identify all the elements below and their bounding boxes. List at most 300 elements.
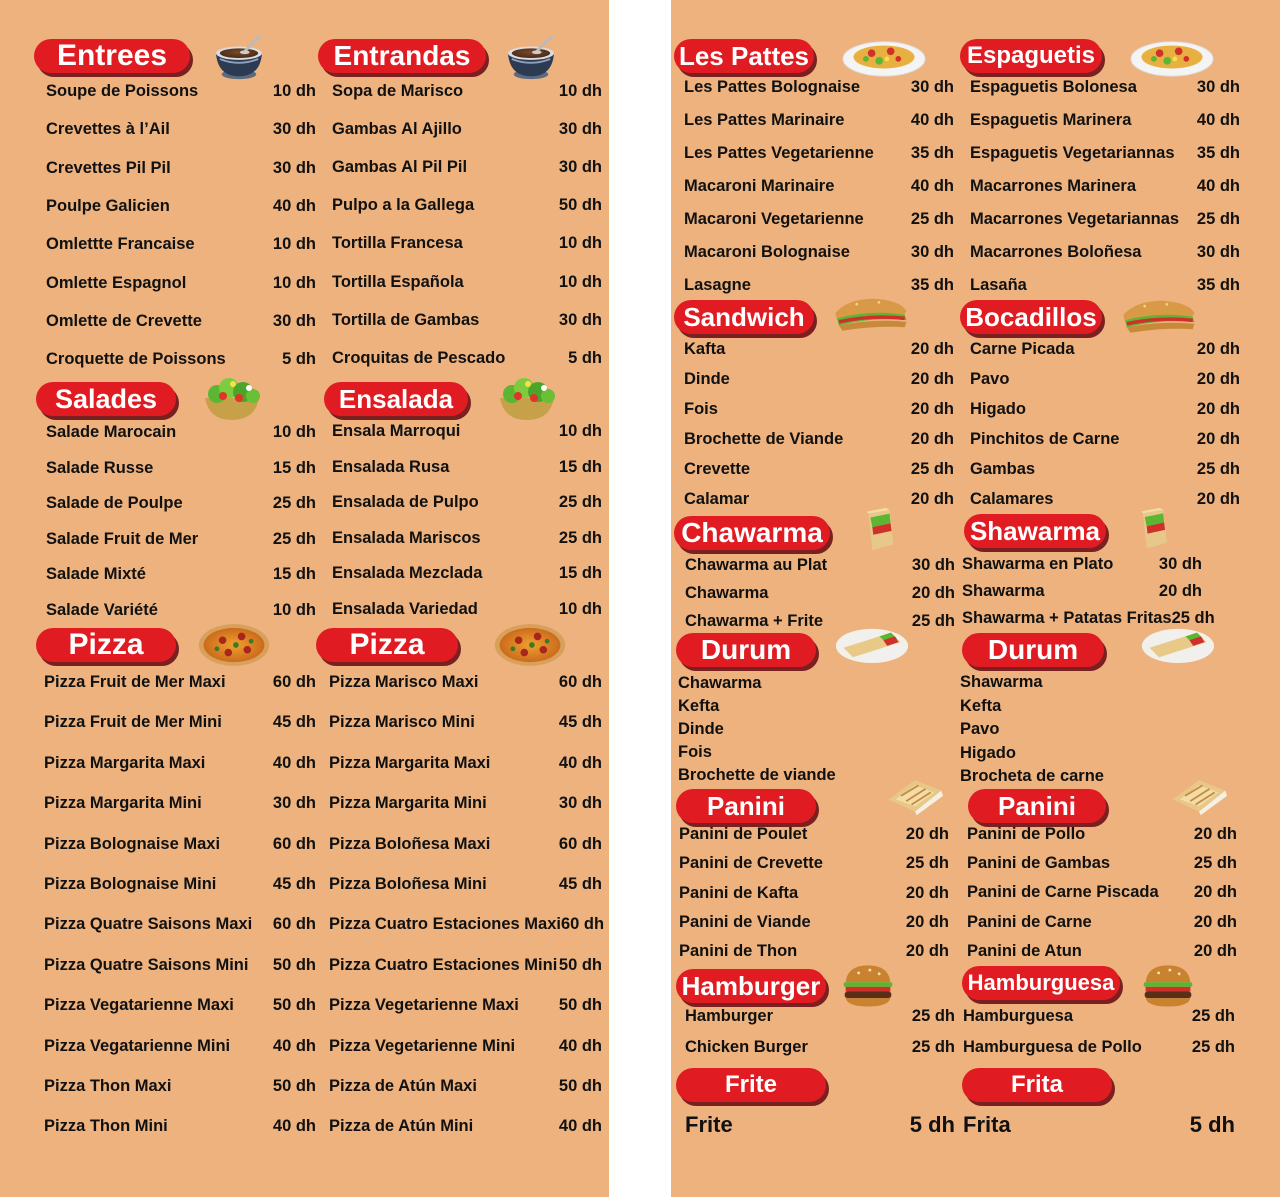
menu-item <box>46 563 316 585</box>
menu-item-price: 10 dh <box>272 234 316 253</box>
sandwich-icon <box>830 290 910 336</box>
menu-item-price: 40 dh <box>272 196 316 215</box>
menu-item-price: 10 dh <box>272 600 316 619</box>
menu-item-name: Panini de Carne Piscada <box>967 882 1159 901</box>
menu-item-name: Espaguetis Marinera <box>970 110 1132 129</box>
menu-item-name: Salade Mixté <box>46 564 146 583</box>
pizza-icon <box>492 620 568 670</box>
soup-bowl-icon <box>210 34 268 82</box>
menu-item <box>46 599 316 621</box>
menu-item-price: 20 dh <box>1196 399 1240 418</box>
menu-item-name: Dinde <box>678 719 724 738</box>
menu-item-name: Macaroni Bolognaise <box>684 242 850 261</box>
menu-item-price: 40 dh <box>910 176 954 195</box>
menu-item-price: 20 dh <box>910 429 954 448</box>
menu-item-price: 30 dh <box>272 311 316 330</box>
menu-item-name: Pizza Vegatarienne Mini <box>44 1036 231 1055</box>
menu-item <box>332 598 602 620</box>
menu-item-name: Lasaña <box>970 275 1027 294</box>
menu-item <box>332 456 602 478</box>
menu-item-name: Pizza Bolognaise Mini <box>44 874 217 893</box>
menu-item <box>970 488 1240 510</box>
durum-es-header: Durum <box>962 633 1104 667</box>
menu-item-price: 20 dh <box>1193 882 1237 901</box>
menu-item-price: 50 dh <box>558 1076 602 1095</box>
menu-item-name: Pizza Thon Mini <box>44 1116 168 1135</box>
menu-item-price: 25 dh <box>558 528 602 547</box>
menu-item-name: Les Pattes Marinaire <box>684 110 845 129</box>
menu-item <box>684 76 954 98</box>
pizza-es-header: Pizza <box>316 628 458 662</box>
menu-item <box>44 913 316 935</box>
menu-item-price: 40 dh <box>272 1036 316 1055</box>
menu-item-name: Frita <box>963 1112 1011 1137</box>
menu-item-name: Ensala Marroqui <box>332 421 461 440</box>
menu-item-price: 20 dh <box>1193 912 1237 931</box>
salad-bowl-icon <box>196 374 268 424</box>
menu-item-price: 45 dh <box>272 712 316 731</box>
menu-item-price: 30 dh <box>272 119 316 138</box>
frite-es-header: Frita <box>962 1068 1112 1102</box>
menu-item-name: Panini de Thon <box>679 941 798 960</box>
menu-item-name: Pizza Boloñesa Mini <box>329 874 487 893</box>
menu-item <box>967 823 1237 845</box>
menu-item <box>970 368 1240 390</box>
menu-item-price: 40 dh <box>910 110 954 129</box>
menu-item-name: Shawarma en Plato <box>962 554 1114 573</box>
menu-item-name: Pizza Fruit de Mer Maxi <box>44 672 226 691</box>
menu-item-name: Pizza Vegetarienne Maxi <box>329 995 519 1014</box>
menu-item-name: Pizza Margarita Mini <box>329 793 487 812</box>
menu-item <box>684 142 954 164</box>
menu-item-price: 25 dh <box>272 529 316 548</box>
menu-item-name: Ensalada Mezclada <box>332 563 483 582</box>
menu-item-name: Pavo <box>960 719 1000 738</box>
menu-item-price: 25 dh <box>911 1037 955 1056</box>
menu-item-price: 10 dh <box>558 421 602 440</box>
menu-item-price: 50 dh <box>272 1076 316 1095</box>
soup-bowl-icon <box>502 34 560 82</box>
menu-item <box>967 852 1237 874</box>
menu-item <box>962 580 1202 602</box>
menu-item-price: 25 dh <box>1191 1037 1235 1056</box>
menu-item-price: 40 dh <box>558 1116 602 1135</box>
menu-item-name: Chicken Burger <box>685 1037 808 1056</box>
panini-icon <box>1164 770 1234 820</box>
menu-item-price: 20 dh <box>1193 824 1237 843</box>
menu-item-price: 20 dh <box>910 339 954 358</box>
menu-item-name: Croquette de Poissons <box>46 349 226 368</box>
menu-item-name: Calamares <box>970 489 1054 508</box>
menu-item-name: Dinde <box>684 369 730 388</box>
menu-item-name: Pizza Vegatarienne Maxi <box>44 995 234 1014</box>
pasta-plate-icon <box>840 36 928 78</box>
menu-item <box>329 1035 602 1057</box>
menu-item <box>329 752 602 774</box>
menu-item-price: 60 dh <box>272 914 316 933</box>
menu-item <box>329 1075 602 1097</box>
menu-item-name: Poulpe Galicien <box>46 196 170 215</box>
menu-item-name: Macaroni Marinaire <box>684 176 835 195</box>
menu-item <box>967 881 1237 903</box>
menu-item <box>684 368 954 390</box>
menu-item-name: Macarrones Vegetariannas <box>970 209 1180 228</box>
menu-item-price: 25 dh <box>1191 1006 1235 1025</box>
menu-item <box>960 695 1230 717</box>
menu-item <box>684 458 954 480</box>
menu-item-name: Panini de Poulet <box>679 824 808 843</box>
menu-item-price: 25 dh <box>1196 459 1240 478</box>
menu-item <box>332 156 602 178</box>
menu-item-name: Frite <box>685 1112 733 1137</box>
burger-icon <box>840 960 896 1010</box>
menu-item-price: 10 dh <box>558 599 602 618</box>
menu-item-name: Omlette de Crevette <box>46 311 202 330</box>
menu-item <box>970 76 1240 98</box>
menu-item <box>970 142 1240 164</box>
menu-item <box>970 175 1240 197</box>
menu-item-price: 35 dh <box>910 275 954 294</box>
menu-item-price: 10 dh <box>558 233 602 252</box>
menu-item <box>332 562 602 584</box>
menu-item-name: Brochette de viande <box>678 765 836 784</box>
menu-item-name: Panini de Pollo <box>967 824 1086 843</box>
menu-item <box>44 752 316 774</box>
menu-item <box>46 457 316 479</box>
menu-item-price: 50 dh <box>558 955 602 974</box>
menu-item-price: 30 dh <box>272 158 316 177</box>
menu-item-price: 40 dh <box>272 753 316 772</box>
menu-item-name: Pizza Thon Maxi <box>44 1076 172 1095</box>
menu-item-name: Gambas Al Pil Pil <box>332 157 468 176</box>
menu-item <box>329 792 602 814</box>
menu-item-name: Pizza Boloñesa Maxi <box>329 834 491 853</box>
menu-item-price: 30 dh <box>910 242 954 261</box>
menu-item-price: 35 dh <box>1196 275 1240 294</box>
menu-item <box>967 940 1237 962</box>
menu-item-price: 10 dh <box>272 273 316 292</box>
pasta-es-header: Espaguetis <box>960 39 1102 73</box>
menu-item <box>332 527 602 549</box>
menu-item-name: Higado <box>970 399 1026 418</box>
menu-item <box>678 741 948 763</box>
menu-item-name: Brochette de Viande <box>684 429 844 448</box>
wrap-icon <box>860 506 900 554</box>
menu-item-name: Ensalada Variedad <box>332 599 478 618</box>
sandwich-fr-header: Sandwich <box>674 300 814 334</box>
menu-item-price: 60 dh <box>558 834 602 853</box>
menu-item <box>46 80 316 102</box>
menu-item <box>332 80 602 102</box>
menu-item-price: 10 dh <box>272 422 316 441</box>
menu-item-name: Chawarma <box>678 673 762 692</box>
menu-item-price: 10 dh <box>272 81 316 100</box>
menu-item <box>332 194 602 216</box>
menu-item-name: Les Pattes Bolognaise <box>684 77 861 96</box>
menu-item <box>44 1115 316 1137</box>
menu-item-name: Salade Marocain <box>46 422 177 441</box>
menu-item <box>329 873 602 895</box>
sandwich-es-header: Bocadillos <box>960 300 1102 334</box>
panini-es-header: Panini <box>968 789 1106 823</box>
menu-item <box>44 711 316 733</box>
pasta-fr-header: Les Pattes <box>674 39 814 73</box>
menu-item <box>684 274 954 296</box>
menu-item-price: 45 dh <box>558 712 602 731</box>
menu-item-name: Salade Russe <box>46 458 154 477</box>
menu-item-name: Pizza Bolognaise Maxi <box>44 834 221 853</box>
menu-item-price: 25 dh <box>905 853 949 872</box>
menu-item <box>329 671 602 693</box>
menu-item-price: 20 dh <box>910 369 954 388</box>
menu-item <box>970 241 1240 263</box>
menu-item-price: 25 dh <box>1193 853 1237 872</box>
menu-item-name: Pizza de Atún Mini <box>329 1116 474 1135</box>
menu-item <box>329 833 602 855</box>
menu-item <box>685 1005 955 1027</box>
menu-item-price: 60 dh <box>558 672 602 691</box>
menu-item-name: Pizza Margarita Maxi <box>44 753 206 772</box>
menu-item-price: 40 dh <box>1196 110 1240 129</box>
menu-item-price: 5 dh <box>1189 1112 1235 1137</box>
menu-item-name: Hamburguesa <box>963 1006 1074 1025</box>
menu-item-price: 25 dh <box>1196 209 1240 228</box>
menu-item-price: 60 dh <box>272 672 316 691</box>
menu-item-price: 5 dh <box>909 1112 955 1137</box>
menu-item-name: Panini de Atun <box>967 941 1082 960</box>
menu-item-price: 30 dh <box>558 157 602 176</box>
menu-item-price: 20 dh <box>910 489 954 508</box>
menu-item <box>962 553 1202 575</box>
menu-item-price: 20 dh <box>911 583 955 602</box>
menu-item <box>963 1111 1235 1139</box>
menu-item-name: Pizza Vegetarienne Mini <box>329 1036 516 1055</box>
burger-fr-header: Hamburger <box>676 969 826 1003</box>
menu-item-name: Shawarma + Patatas Fritas <box>962 608 1172 627</box>
menu-item-name: Pulpo a la Gallega <box>332 195 475 214</box>
burger-icon <box>1140 960 1196 1010</box>
menu-item-price: 40 dh <box>558 1036 602 1055</box>
menu-item <box>967 911 1237 933</box>
menu-item-name: Pavo <box>970 369 1010 388</box>
menu-item-price: 30 dh <box>558 119 602 138</box>
menu-item-name: Omlette Espagnol <box>46 273 187 292</box>
pasta-plate-icon <box>1128 36 1216 78</box>
menu-item-name: Pizza Quatre Saisons Mini <box>44 955 249 974</box>
burger-es-header: Hamburguesa <box>962 966 1120 1000</box>
menu-item <box>46 421 316 443</box>
menu-item <box>329 913 605 935</box>
menu-item-price: 25 dh <box>1171 608 1215 627</box>
menu-item <box>684 398 954 420</box>
menu-item-price: 15 dh <box>558 563 602 582</box>
menu-item-price: 25 dh <box>910 209 954 228</box>
frite-fr-header: Frite <box>676 1068 826 1102</box>
menu-item-name: Tortilla Francesa <box>332 233 463 252</box>
menu-item-name: Kefta <box>960 696 1002 715</box>
menu-item-name: Hamburguesa de Pollo <box>963 1037 1142 1056</box>
menu-item-price: 15 dh <box>558 457 602 476</box>
menu-item-name: Crevette <box>684 459 751 478</box>
menu-item-name: Salade de Poulpe <box>46 493 183 512</box>
menu-item <box>332 347 602 369</box>
menu-item-price: 20 dh <box>1196 489 1240 508</box>
menu-item <box>332 232 602 254</box>
menu-item-name: Omlettte Francaise <box>46 234 195 253</box>
menu-item-name: Espaguetis Vegetariannas <box>970 143 1175 162</box>
menu-item-name: Kefta <box>678 696 720 715</box>
menu-item <box>679 823 949 845</box>
menu-item-price: 50 dh <box>272 955 316 974</box>
menu-item-name: Sopa de Marisco <box>332 81 464 100</box>
menu-item <box>46 348 316 370</box>
menu-item <box>685 1111 955 1139</box>
menu-item-price: 20 dh <box>1196 429 1240 448</box>
menu-item-price: 25 dh <box>272 493 316 512</box>
menu-item <box>329 954 602 976</box>
chawarma-es-header: Shawarma <box>964 514 1106 548</box>
menu-item-name: Chawarma au Plat <box>685 555 828 574</box>
menu-item-name: Ensalada Rusa <box>332 457 450 476</box>
menu-item-name: Pizza Cuatro Estaciones Mini <box>329 955 558 974</box>
menu-item-name: Gambas <box>970 459 1036 478</box>
menu-item-price: 5 dh <box>282 349 316 368</box>
menu-item <box>684 338 954 360</box>
menu-item-price: 5 dh <box>568 348 602 367</box>
menu-item <box>963 1005 1235 1027</box>
menu-item-price: 30 dh <box>272 793 316 812</box>
menu-item-name: Gambas Al Ajillo <box>332 119 462 138</box>
menu-item <box>685 582 955 604</box>
menu-item-price: 15 dh <box>272 564 316 583</box>
menu-item <box>46 233 316 255</box>
menu-item-name: Chawarma <box>685 583 769 602</box>
menu-item <box>684 428 954 450</box>
menu-item <box>679 940 949 962</box>
menu-item-price: 10 dh <box>558 81 602 100</box>
menu-item-name: Panini de Crevette <box>679 853 823 872</box>
menu-item <box>970 338 1240 360</box>
menu-item-name: Crevettes Pil Pil <box>46 158 171 177</box>
wrap-icon <box>1134 506 1174 552</box>
menu-item-name: Pizza Margarita Maxi <box>329 753 491 772</box>
menu-item <box>332 420 602 442</box>
menu-item-name: Shawarma <box>962 581 1045 600</box>
salades-fr-header: Salades <box>36 382 176 416</box>
salad-bowl-icon <box>492 374 562 424</box>
menu-item-name: Salade Fruit de Mer <box>46 529 199 548</box>
menu-item-name: Les Pattes Vegetarienne <box>684 143 874 162</box>
menu-item-name: Chawarma + Frite <box>685 611 824 630</box>
menu-item-name: Tortilla Española <box>332 272 464 291</box>
menu-item-name: Fois <box>678 742 712 761</box>
salades-es-header: Ensalada <box>324 382 468 416</box>
menu-item <box>684 488 954 510</box>
menu-item-name: Soupe de Poissons <box>46 81 199 100</box>
durum-wrap-icon <box>1140 622 1216 666</box>
menu-item <box>960 718 1230 740</box>
menu-item-price: 40 dh <box>1196 176 1240 195</box>
menu-item <box>678 672 948 694</box>
menu-item-price: 20 dh <box>1196 339 1240 358</box>
menu-item <box>684 241 954 263</box>
menu-item <box>684 208 954 230</box>
menu-item-name: Espaguetis Bolonesa <box>970 77 1137 96</box>
menu-item-name: Lasagne <box>684 275 751 294</box>
menu-item-name: Macarrones Marinera <box>970 176 1136 195</box>
sandwich-icon <box>1118 292 1198 338</box>
menu-item <box>44 1075 316 1097</box>
menu-item-name: Macaroni Vegetarienne <box>684 209 864 228</box>
menu-item <box>46 195 316 217</box>
menu-item <box>970 274 1240 296</box>
panel-divider <box>609 0 671 1197</box>
menu-item <box>46 157 316 179</box>
pizza-fr-header: Pizza <box>36 628 176 662</box>
menu-item <box>46 272 316 294</box>
menu-item-name: Calamar <box>684 489 750 508</box>
menu-item-name: Panini de Kafta <box>679 883 799 902</box>
chawarma-fr-header: Chawarma <box>674 516 830 550</box>
menu-item <box>960 671 1230 693</box>
menu-item <box>685 610 955 632</box>
menu-item-name: Pizza Marisco Mini <box>329 712 475 731</box>
menu-item-name: Higado <box>960 743 1016 762</box>
menu-item-price: 25 dh <box>911 611 955 630</box>
menu-item <box>44 1035 316 1057</box>
menu-item-name: Pizza Fruit de Mer Mini <box>44 712 222 731</box>
menu-item-price: 40 dh <box>558 753 602 772</box>
menu-item <box>685 554 955 576</box>
menu-item-price: 45 dh <box>272 874 316 893</box>
menu-item <box>44 994 316 1016</box>
menu-item <box>332 309 602 331</box>
menu-item-price: 30 dh <box>910 77 954 96</box>
menu-item-name: Ensalada Mariscos <box>332 528 481 547</box>
menu-item <box>679 911 949 933</box>
menu-item-name: Panini de Viande <box>679 912 811 931</box>
menu-item-price: 60 dh <box>561 914 605 933</box>
menu-item-price: 30 dh <box>1158 554 1202 573</box>
panini-fr-header: Panini <box>676 789 816 823</box>
menu-item-name: Macarrones Boloñesa <box>970 242 1142 261</box>
menu-item <box>44 833 316 855</box>
menu-item-price: 20 dh <box>905 883 949 902</box>
menu-item-price: 30 dh <box>558 310 602 329</box>
menu-item-price: 50 dh <box>558 995 602 1014</box>
menu-item-price: 50 dh <box>558 195 602 214</box>
menu-item <box>46 528 316 550</box>
menu-item <box>963 1036 1235 1058</box>
menu-item-name: Panini de Gambas <box>967 853 1111 872</box>
menu-item-name: Salade Variété <box>46 600 158 619</box>
menu-item-name: Pizza Cuatro Estaciones Maxi <box>329 914 561 933</box>
menu-item-name: Panini de Carne <box>967 912 1092 931</box>
menu-item-name: Tortilla de Gambas <box>332 310 480 329</box>
menu-item-price: 40 dh <box>272 1116 316 1135</box>
menu-item-price: 20 dh <box>905 824 949 843</box>
menu-item-price: 35 dh <box>1196 143 1240 162</box>
menu-item <box>44 792 316 814</box>
menu-item-name: Fois <box>684 399 718 418</box>
menu-item-name: Hamburger <box>685 1006 774 1025</box>
menu-item <box>970 109 1240 131</box>
menu-item <box>684 109 954 131</box>
menu-item <box>44 954 316 976</box>
menu-item <box>970 458 1240 480</box>
menu-item <box>332 491 602 513</box>
menu-item <box>332 118 602 140</box>
